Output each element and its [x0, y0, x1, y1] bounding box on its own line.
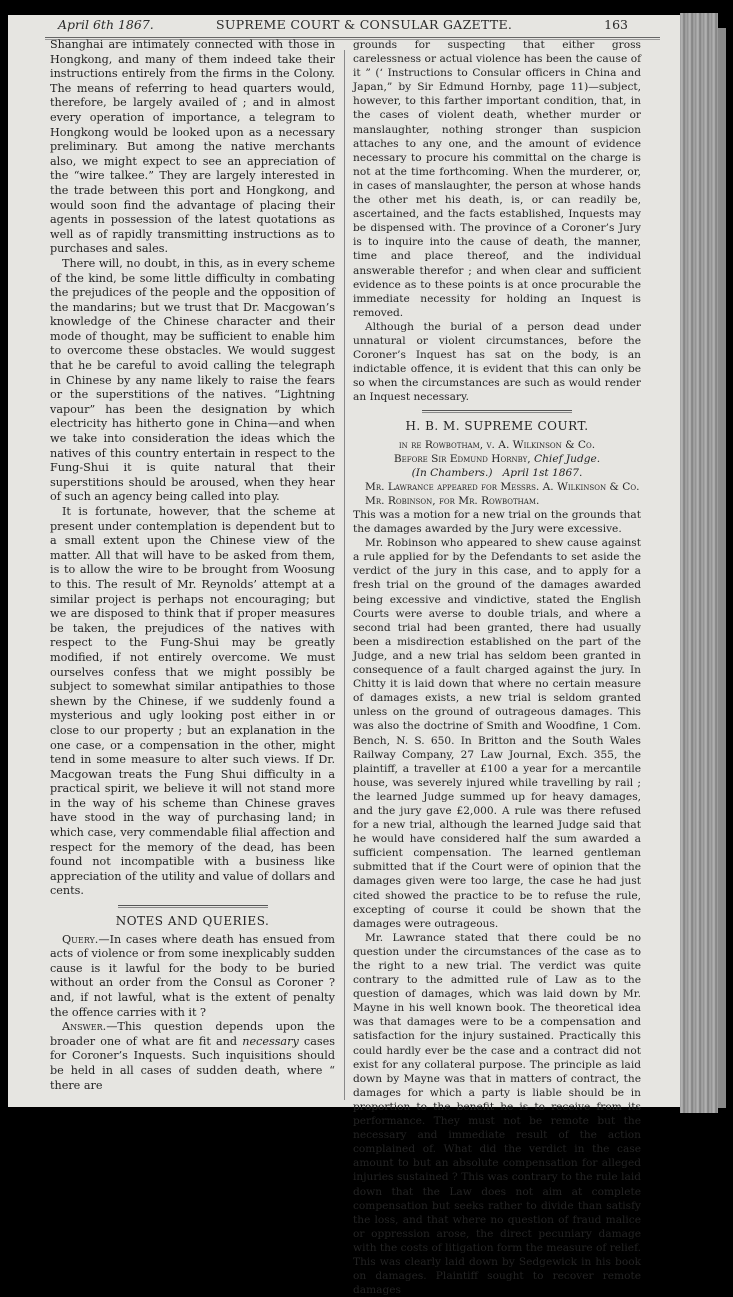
section-rule — [118, 905, 268, 908]
book-page-edges-outer — [718, 28, 726, 1108]
answer-paragraph — [50, 1020, 335, 1093]
paragraph: Mr. Robinson who appeared to shew cause against a rule applied for by the Defendants to set aside the verdict of the jury in this case, and to apply for a fresh trial on the ground of the damages awarded being excessive and vindictive, stated the English Courts were averse to double trials, and where a second trial had been granted, there had usually been a misdirection established on the part of the Judge, and a new trial has seldom been granted in consequence of a fault charged against the jury. In Chitty it is laid down that where no certain measure of damages exists, a new trial is seldom granted unless on the ground of outrageous damages. This was also the doctrine of Smith and Woodfine, 1 Com. Bench, N. S. 650. In Britton and the South Wales Railway Company, 27 Law Journal, Exch. 355, the plaintiff, a traveller at £100 a year for a mercantile house, was severely injured while travelling by rail ; the learned Judge summed up for heavy damages, and the jury gave £2,000. A rule was there refused for a new trial, although the learned Judge said that he would have considered half the sum awarded a sufficient compensation. The learned gentleman submitted that if the Court were of opinion that the damages given were too large, the case he had just cited showed the practice to be to refuse the rule, excepting of course it could be shown that the damages were outrageous. — [353, 537, 641, 930]
paragraph: grounds for suspecting that either gross carelessness or actual violence has been the cause of it ” (‘ Instructions to Consular officers in China and Japan,” by Sir Edmund Hornby, page 11)—subject, however, to this farther important condition, that, in the cases of violent death, whether murder or manslaughter, nothing stronger than suspicion attaches to any one, and the amount of evidence necessary to procure his committal on the charge is not at the time forthcoming. When the murderer, or, in cases of manslaughter, the person at whose hands the other met his death, is, or can readily be, ascertained, and the facts established, Inquests may be dispensed with. The province of a Coroner’s Jury is to inquire into the cause of death, the manner, time and place thereof, and the individual answerable therefor ; and when clear and sufficient evidence as to these points is at once procurable the immediate necessity for holding an Inquest is removed. — [353, 39, 641, 319]
running-header — [58, 17, 628, 35]
page-number: 163 — [604, 17, 628, 32]
paragraph: Shanghai are intimately connected with those in Hongkong, and many of them indeed take their instructions entirely from the firms in the Colony. The means of referring to head quarters would, therefore, be largely availed of ; and in almost every operation of importance, a telegram to Hongkong would be looked upon as a necessary preliminary. But among the native merchants also, we might expect to see an appreciation of the “wire talkee.” They are largely interested in the trade between this port and Hongkong, and would soon find the advantage of placing their agents in possession of the latest quotations as well as of rapidly transmitting instructions as to purchases and sales. — [50, 38, 335, 256]
paragraph: It is fortunate, however, that the scheme at present under contemplation is dependent but to a small extent upon the Chinese view of the matter. All that will have to be asked from them, is to allow the wire to be brought from Woosung to this. The result of Mr. Reynolds’ attempt at a similar project is perhaps not encouraging; but we are disposed to think that if proper measures be taken, the prejudices of the natives with respect to the Fung-Shui may be greatly modified, if not entirely overcome. We must ourselves confess that we might possibly be subject to somewhat similar antipathies to those shewn by the Chinese, if we suddenly found a mysterious and ugly looking post either in or close to our property ; but an explanation in the one case, or a compensation in the other, might tend in some measure to alter such views. If Dr. Macgowan treats the Fung Shui difficulty in a practical spirit, we believe it will not stand more in the way of his scheme than Chinese graves have stood in the way of purchasing land; in which case, very commendable filial affection and respect for the memory of the dead, has been found not incompatible with a business like appreciation of the utility and value of dollars and cents. — [50, 505, 335, 898]
column-divider — [344, 50, 345, 1100]
paragraph: There will, no doubt, in this, as in every scheme of the kind, be some little difficulty in combating the prejudices of the people and the opposition of the mandarins; but we trust that Dr. Macgowan’s knowledge of the Chinese character and their mode of thought, may be sufficient to enable him to overcome these obstacles. We would suggest that he be careful to avoid calling the telegraph in Chinese by any name likely to raise the fears or the superstitions of the natives. “Lightning vapour” has been the designation by which electricity has hitherto gone in China—and when we take into consideration the ideas which the natives of this country entertain in respect to the Fung-Shui it is quite natural that their superstitions should be aroused, when they hear of such an agency being called into play. — [50, 256, 335, 504]
answer-text-cont: cases for Coroner’s Inquests. Such inquisitions should be held in all cases of sudden death, where “ there are — [50, 1034, 335, 1092]
court-title: H. B. M. SUPREME COURT. — [405, 419, 589, 434]
appearance-line: Mr. Robinson, for Mr. Rowbotham. — [365, 494, 540, 507]
book-page-edges — [680, 13, 718, 1113]
chambers-line: (In Chambers.) April 1st 1867. — [411, 466, 583, 479]
paragraph: Mr. Lawrance stated that there could be no question under the circumstances of the case as to the right to a new trial. The verdict was quite contrary to the admitted rule of Law as to the question of damages, which was laid down by Mr. Mayne in his well known book. The theoretical idea was that damages were to be a compensation and satisfaction for the injury sustained. Practically this could hardly ever be the case and a contract did not exist for any collateral purpose. The principle as laid down by Mayne was that in matters of contract, the damages for which a party is liable should be in proportion to the benefit he is to receive from its performance. They must not be remote but the necessary and immediate result of the action complained of. What did the verdict in the case amount to but an absolute compensation for alleged injuries sustained ? This was contrary to the rule laid down that the Law does not aim at complete compensation but seeks rather to divide than satisfy the loss, and that where no question of fraud malice or oppression arose, the direct pecuniary damage with the costs of litigation form the measure of relief. This was clearly laid down by Sedgewick in his book on damages. Plaintiff sought to recover remote damages — [353, 931, 641, 1297]
appearance-line: Mr. Lawrance appeared for Messrs. A. Wilkinson & Co. — [365, 480, 640, 493]
case-line: in re Rowbotham, v. A. Wilkinson & Co. — [398, 438, 596, 451]
before-line: Before Sir Edmund Hornby, Chief Judge. — [393, 452, 601, 465]
header-date: April 6th 1867. — [58, 17, 154, 32]
answer-emphasis: necessary — [242, 1034, 299, 1048]
paragraph: Although the burial of a person dead under unnatural or violent circumstances, before the Coroner’s Inquest has sat on the body, is an indictable offence, it is evident that this can only be so when the circumstances are such as would render an Inquest necessary. — [353, 320, 641, 404]
right-column — [353, 38, 641, 1297]
section-title: NOTES AND QUERIES. — [115, 914, 270, 929]
query-text: —In cases where death has ensued from acts of violence or from some inexplicably sudden cause is it lawful for the body to be buried without an order from the Consul as Coroner ? and, if not lawful, what is the extent of penalty the offence carries with it ? — [50, 932, 335, 1019]
paragraph: This was a motion for a new trial on the grounds that the damages awarded by the Jury were excessive. — [353, 509, 641, 536]
answer-text: —This question depends upon the broader one of what are fit and — [50, 1020, 335, 1048]
section-rule — [422, 410, 572, 413]
answer-label: Answer. — [62, 1020, 107, 1034]
query-paragraph — [50, 933, 335, 1021]
left-column — [50, 38, 335, 1093]
publication-title: SUPREME COURT & CONSULAR GAZETTE. — [216, 17, 513, 32]
query-label: Query. — [62, 932, 99, 946]
